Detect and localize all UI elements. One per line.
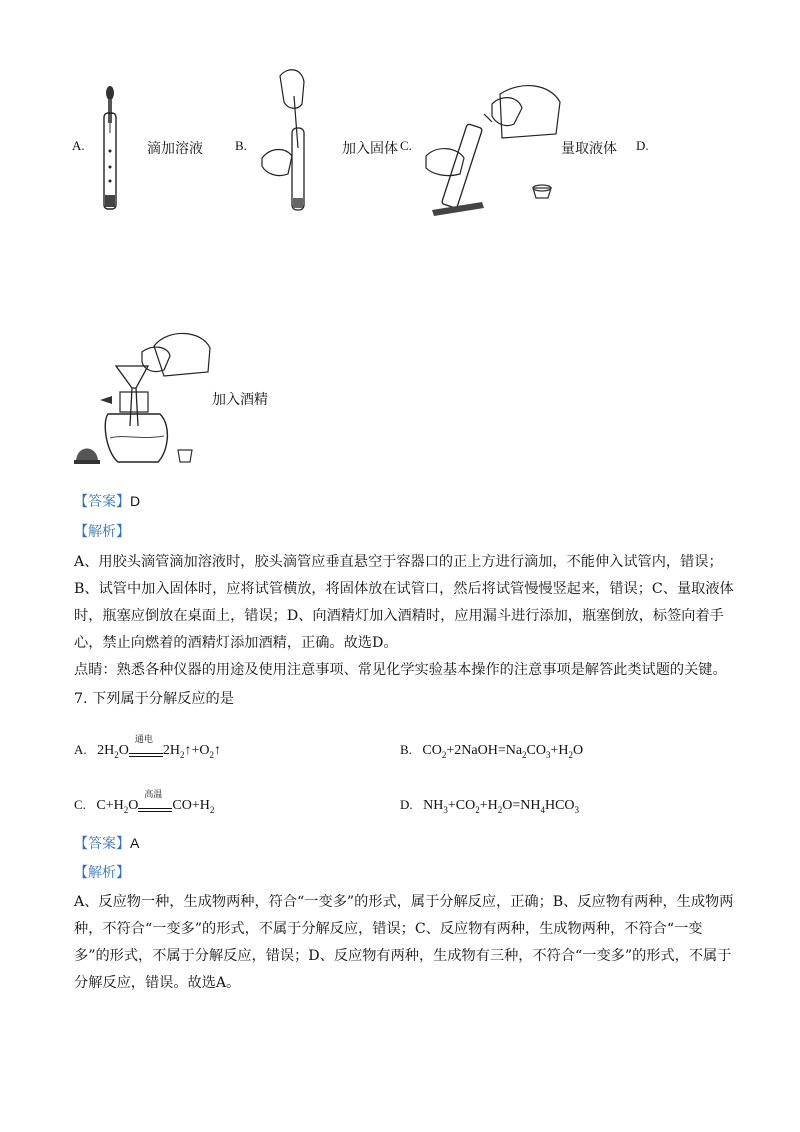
q7-option-b: [400, 742, 583, 760]
option-c-letter: C.: [400, 138, 412, 153]
reaction-condition-bar: [138, 789, 172, 812]
option-d-letter: D.: [636, 138, 649, 153]
q7-option-d-letter: D.: [400, 797, 413, 812]
eq-sub: 2: [522, 749, 527, 760]
eq-text: +H: [550, 743, 569, 758]
analysis-tag: 【解析】: [74, 865, 130, 881]
q6-answer-line: [74, 491, 140, 511]
answer-tag: 【答案】: [74, 494, 130, 510]
eq-sub: 3: [443, 804, 448, 815]
eq-sub: 3: [546, 749, 551, 760]
eq-sub: 2: [180, 749, 185, 760]
eq-text: O: [128, 798, 139, 813]
eq-sub: 3: [574, 804, 580, 815]
q7-option-b-letter: B.: [400, 742, 412, 757]
q7-option-c-letter: C.: [74, 797, 86, 812]
option-b-letter: B.: [235, 138, 247, 153]
reaction-condition: 通电: [134, 734, 153, 744]
option-b-caption: 加入固体: [342, 141, 398, 157]
solid-into-tube-illustration: [258, 66, 328, 216]
eq-sub: 2: [568, 749, 574, 760]
q7-answer-line: [74, 833, 139, 853]
eq-sub: 2: [209, 749, 215, 760]
answer-tag: 【答案】: [74, 836, 130, 852]
eq-text: 2H: [162, 743, 181, 758]
option-c-caption: 量取液体: [561, 141, 617, 157]
reaction-condition: 高温: [144, 789, 163, 799]
eq-sub: 4: [540, 804, 545, 815]
eq-sub: 2: [475, 804, 480, 815]
q7-question: 7. 下列属于分解反应的是: [74, 691, 234, 707]
dropper-tube-illustration: [96, 85, 126, 213]
eq-text: CO+H: [172, 798, 210, 813]
q7-option-a-letter: A.: [74, 742, 87, 757]
eq-text: O=NH: [502, 798, 541, 813]
option-d-caption: 加入酒精: [212, 392, 268, 408]
eq-text: 2H: [97, 743, 115, 758]
eq-sub: 2: [114, 749, 119, 760]
q6-note: 点睛：熟悉各种仪器的用途及使用注意事项、常见化学实验基本操作的注意事项是解答此类试题的关键。: [74, 662, 727, 678]
eq-sub: 2: [497, 804, 503, 815]
option-a-letter: A.: [72, 138, 85, 153]
eq-text: +CO: [447, 798, 476, 813]
eq-text: +H: [479, 798, 498, 813]
eq-text: C+H: [96, 798, 124, 813]
q7-option-c: [74, 789, 215, 815]
eq-text: HCO: [544, 798, 575, 813]
answer-value: A: [130, 835, 140, 851]
answer-value: D: [130, 493, 141, 509]
eq-sub: 2: [441, 749, 447, 760]
eq-text: O: [118, 743, 129, 758]
eq-sub: 2: [209, 804, 215, 815]
analysis-tag: 【解析】: [74, 524, 130, 540]
eq-text: ↑: [214, 743, 222, 758]
q7-option-d: [400, 797, 579, 815]
q7-analysis-body: A、反应物一种，生成物两种，符合“一变多”的形式，属于分解反应，正确；B、反应物有两种，生成物两种，不符合“一变多”的形式，不属于分解反应，错误；C、反应物有两种，生成物两种，不符合“一变多”的形式，不属于分解反应，错误；D、反应物有两种，生成物有三种，不符合“一变多”的形式，不属于分解反应，错误。故选A。: [74, 894, 734, 991]
eq-text: CO: [422, 743, 442, 758]
q6-analysis-body: A、用胶头滴管滴加溶液时，胶头滴管应垂直悬空于容器口的正上方进行滴加，不能伸入试管内，错误；B、试管中加入固体时，应将试管横放，将固体放在试管口，然后将试管慢慢竖起来，错误；C、量取液体时，瓶塞应倒放在桌面上，错误；D、向酒精灯加入酒精时，应用漏斗进行添加，瓶塞倒放，标签向着手心，禁止向燃着的酒精灯添加酒精，正确。故选D。: [74, 554, 734, 651]
eq-sub: 2: [123, 804, 129, 815]
alcohol-lamp-illustration: [72, 322, 212, 472]
option-a-caption: 滴加溶液: [147, 141, 203, 157]
eq-text: ↑+O: [184, 743, 210, 758]
stopper-illustration: [530, 182, 554, 200]
eq-text: CO: [526, 743, 546, 758]
eq-text: O: [573, 743, 584, 758]
eq-text: +2NaOH=Na: [446, 743, 523, 758]
q7-option-a: [74, 734, 222, 760]
reaction-condition-bar: [129, 734, 163, 757]
eq-text: NH: [423, 798, 444, 813]
